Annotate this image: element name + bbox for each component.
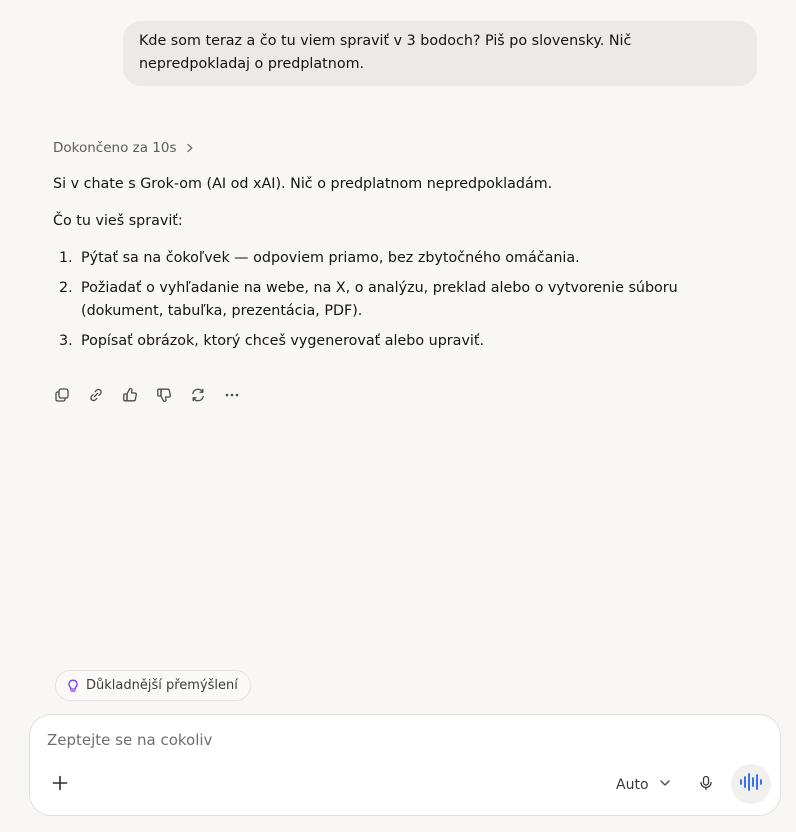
dislike-button[interactable]: [152, 383, 176, 407]
model-label: Auto: [616, 777, 649, 793]
assistant-answer: [53, 173, 753, 360]
link-icon: [88, 387, 104, 403]
message-actions: [50, 383, 244, 407]
user-message-text: Kde som teraz a čo tu viem spraviť v 3 bodoch? Piš po slovensky. Nič nepredpokladaj o predplatnom.: [139, 33, 632, 72]
regenerate-icon: [190, 387, 206, 403]
attach-button[interactable]: [48, 773, 72, 797]
copy-icon: [54, 387, 70, 403]
copy-button[interactable]: [50, 383, 74, 407]
plus-icon: [52, 775, 68, 795]
list-item-text: Požiadať o vyhľadanie na webe, na X, o analýzu, preklad alebo o vytvorenie súboru (dokument, tabuľka, prezentácia, PDF).: [81, 280, 678, 319]
list-item: [53, 330, 753, 353]
regenerate-button[interactable]: [186, 383, 210, 407]
list-item-text: Pýtať sa na čokoľvek — odpoviem priamo, bez zbytočného omáčania.: [81, 250, 580, 266]
deep-thinking-label: Důkladnější přemýšlení: [86, 678, 238, 693]
voice-waveform-icon: [739, 772, 763, 796]
user-message-bubble: [123, 21, 757, 86]
list-item: [53, 277, 753, 323]
thinking-summary-toggle[interactable]: [53, 140, 195, 156]
voice-mode-button[interactable]: [731, 764, 771, 804]
list-item-number: 1.: [59, 250, 73, 266]
more-options-button[interactable]: [220, 383, 244, 407]
model-selector[interactable]: [616, 773, 671, 797]
more-icon: [224, 387, 240, 403]
list-item-number: 3.: [59, 333, 73, 349]
lightbulb-icon: [66, 679, 80, 693]
chevron-right-icon: [185, 143, 195, 153]
list-item-number: 2.: [59, 280, 73, 296]
composer: [29, 714, 781, 816]
answer-intro: Si v chate s Grok-om (AI od xAI). Nič o predplatnom nepredpokladám.: [53, 176, 553, 192]
share-link-button[interactable]: [84, 383, 108, 407]
deep-thinking-chip[interactable]: [55, 670, 251, 701]
answer-list: [53, 247, 753, 353]
microphone-icon: [698, 775, 714, 795]
thumbs-down-icon: [156, 387, 172, 403]
list-item-text: Popísať obrázok, ktorý chceš vygenerovať alebo upraviť.: [81, 333, 485, 349]
answer-lead: Čo tu vieš spraviť:: [53, 213, 183, 229]
dictate-button[interactable]: [694, 773, 718, 797]
thumbs-up-icon: [122, 387, 138, 403]
like-button[interactable]: [118, 383, 142, 407]
thinking-label: Dokončeno za 10s: [53, 140, 177, 156]
message-input[interactable]: [47, 731, 747, 749]
chevron-down-icon: [659, 777, 671, 793]
list-item: [53, 247, 753, 270]
